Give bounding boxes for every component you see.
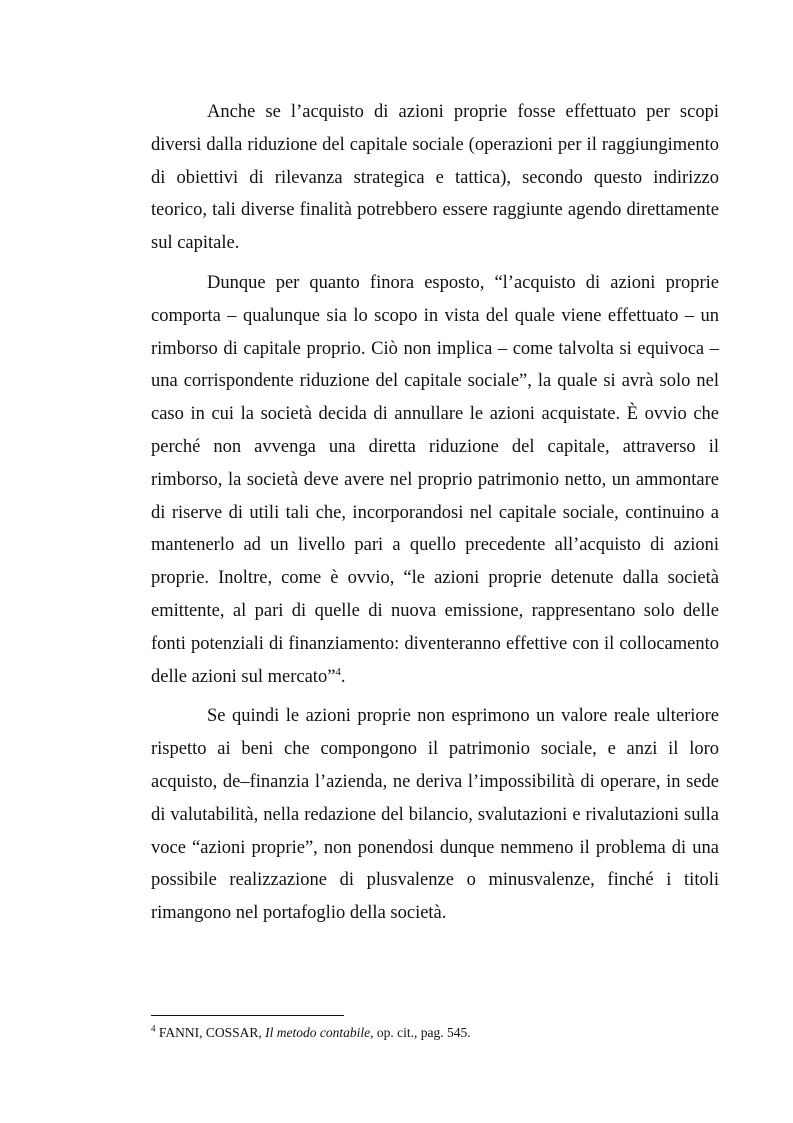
paragraph-2-end: .: [340, 666, 346, 687]
footnote-citation: , op. cit., pag. 545.: [370, 1025, 471, 1040]
document-body: [151, 96, 719, 930]
footnote-title: Il metodo contabile: [265, 1025, 371, 1040]
paragraph-2: [151, 267, 719, 693]
footnote-separator: [151, 1015, 344, 1016]
footnote-marker: 4: [151, 1023, 156, 1034]
footnote-authors: FANNI, COSSAR,: [155, 1025, 266, 1040]
paragraph-3: Se quindi le azioni proprie non esprimono un valore reale ulteriore rispetto ai beni che compongono il patrimonio sociale, e anzi il loro acquisto, de–finanzia l’azienda, ne deriva l’impossibilità di operare, in sede di valutabilità, nella redazione del bilancio, svalutazioni e rivalutazioni sulla voce “azioni proprie”, non ponendosi dunque nemmeno il problema di una possibile realizzazione di plusvalenze o minusvalenze, finché i titoli rimangono nel portafoglio della società.: [151, 706, 719, 924]
footnote: [151, 1024, 471, 1042]
paragraph-1: Anche se l’acquisto di azioni proprie fosse effettuato per scopi diversi dalla riduzione del capitale sociale (operazioni per il raggiungimento di obiettivi di rilevanza strategica e tattica), secondo questo indirizzo teorico, tali diverse finalità potrebbero essere raggiunte agendo direttamente sul capitale.: [151, 102, 719, 254]
footnote-reference: 4: [335, 665, 341, 678]
paragraph-2-text: Dunque per quanto finora esposto, “l’acquisto di azioni proprie comporta – qualunque sia lo scopo in vista del quale viene effettuato – un rimborso di capitale proprio. Ciò non implica – come talvolta si equivoca – una corrispondente riduzione del capitale sociale”, la quale si avrà solo nel caso in cui la società decida di annullare le azioni acquistate. È ovvio che perché non avvenga una diretta riduzione del capitale, attraverso il rimborso, la società deve avere nel proprio patrimonio netto, un ammontare di riserve di utili tali che, incorporandosi nel capitale sociale, continuino a mantenerlo ad un livello pari a quello precedente all’acquisto di azioni proprie. Inoltre, come è ovvio, “le azioni proprie detenute dalla società emittente, al pari di quelle di nuova emissione, rappresentano solo delle fonti potenziali di finanziamento: diventeranno effettive con il collocamento delle azioni sul mercato”: [151, 272, 719, 687]
